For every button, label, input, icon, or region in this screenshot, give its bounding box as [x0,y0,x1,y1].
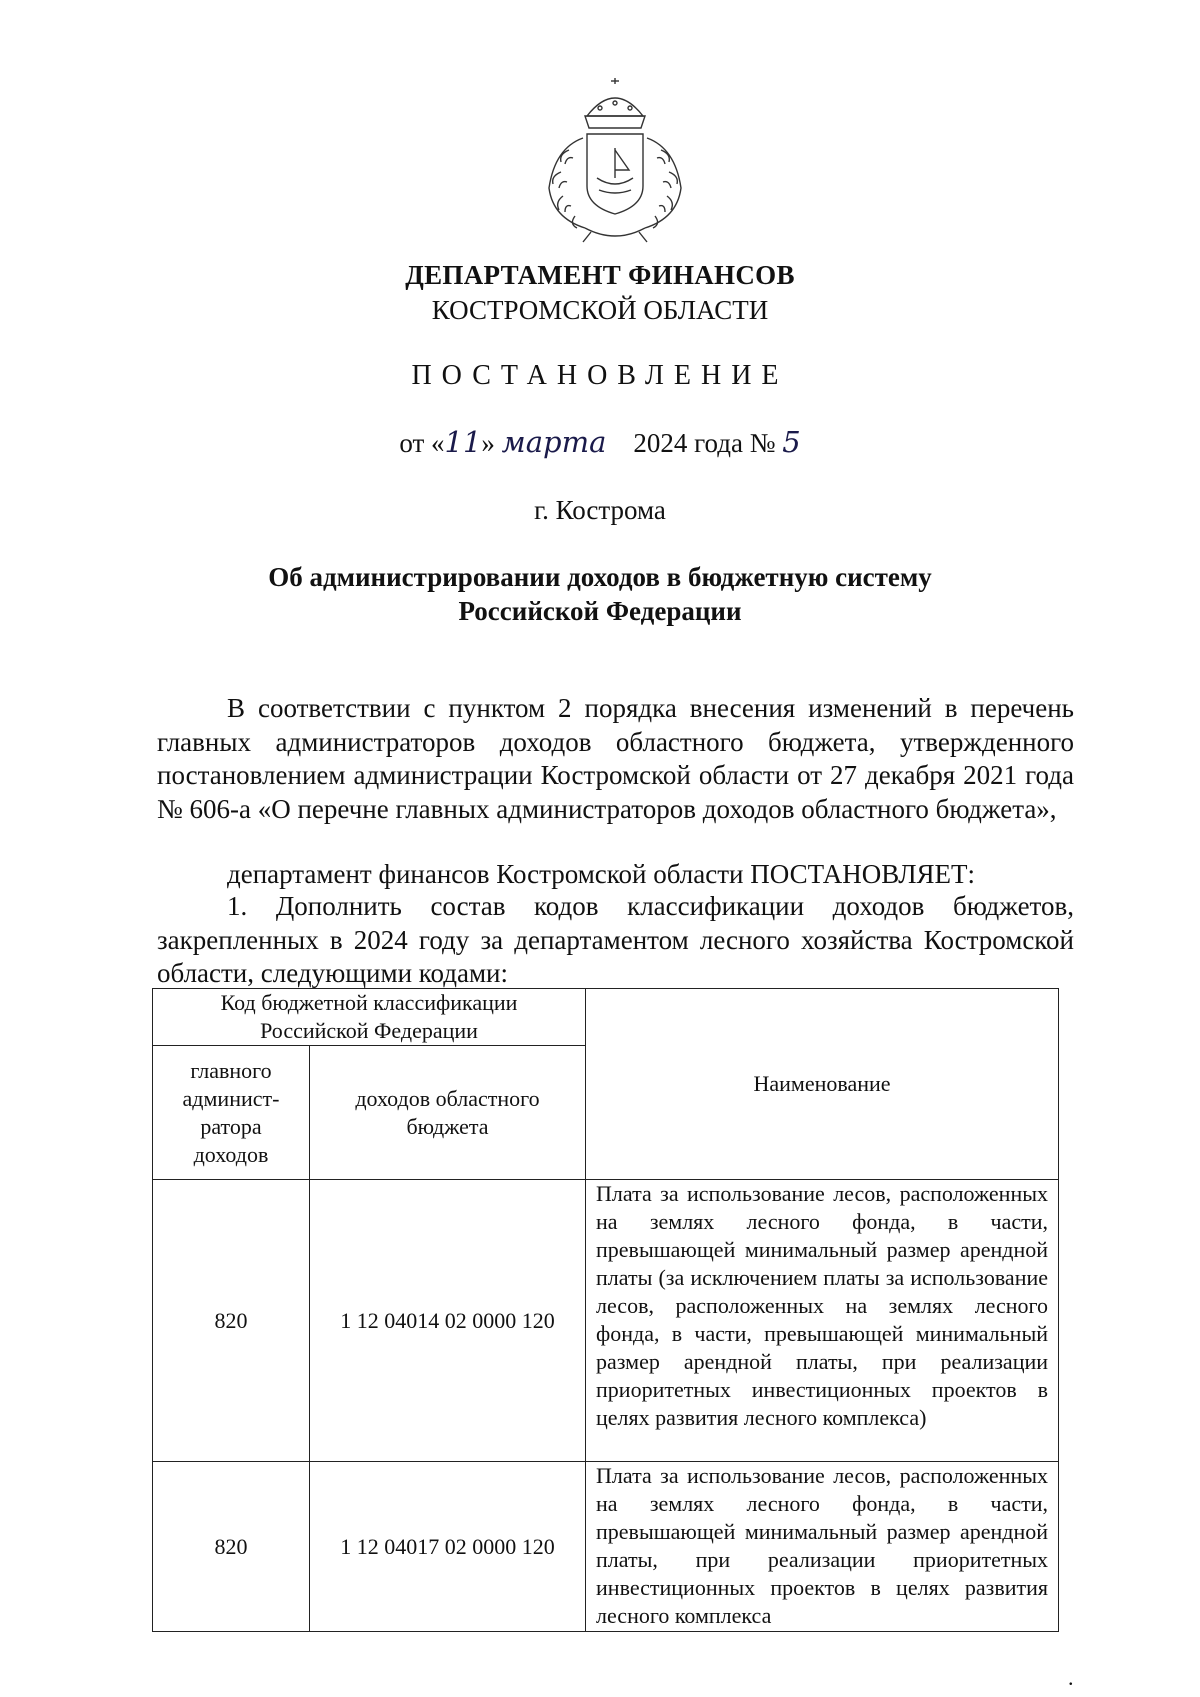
header-budget-classification: Код бюджетной классификации Российской Федерации [153,989,586,1046]
budget-code-cell: 1 12 04017 02 0000 120 [310,1462,586,1632]
coat-of-arms-icon [525,78,705,248]
name-cell: Плата за использование лесов, расположенных на землях лесного фонда, в части, превышающей минимальный размер арендной платы (за исключением платы за использование лесов, расположенных на землях лесного фонда, в части, превышающей минимальный размер арендной платы, при реализации приоритетных инвестиционных проектов в целях развития лесного комплекса) [586,1180,1059,1462]
item-1-text: 1. Дополнить состав кодов классификации доходов бюджетов, закрепленных в 2024 году за департаментом лесного хозяйства Костромской области, следующими кодами: [157,891,1074,988]
department-name: ДЕПАРТАМЕНТ ФИНАНСОВ [405,260,795,290]
table-header-row [153,989,1059,1046]
document-title-line2: Российской Федерации [458,596,742,626]
admin-code-cell: 820 [153,1180,310,1462]
resolution-text: департамент финансов Костромской области ПОСТАНОВЛЯЕТ: [227,859,976,889]
document-number-handwritten: 5 [782,425,801,459]
classification-codes-table [152,988,1059,1632]
document-date-line [0,425,1200,459]
preamble-paragraph [157,692,1074,826]
admin-code-cell: 820 [153,1462,310,1632]
table-trailing-mark: . [1068,1665,1074,1690]
header-main-administrator: главного админист-ратора доходов [153,1046,310,1180]
date-prefix: от « [399,428,445,458]
table-row [153,1462,1059,1632]
document-type: ПОСТАНОВЛЕНИЕ [411,360,789,391]
date-month-handwritten: марта [501,425,607,459]
item-1-paragraph [157,890,1074,991]
resolution-paragraph [157,858,1074,892]
header-regional-budget-income: доходов областного бюджета [310,1046,586,1180]
table-row [153,1180,1059,1462]
place-of-issue: г. Кострома [534,495,666,525]
preamble-text: В соответствии с пунктом 2 порядка внесения изменений в перечень главных администраторов доходов областного бюджета, утвержденного постановлением администрации Костромской области от 27 декабря 2021 года № 606-а «О перечне главных администраторов доходов областного бюджета», [157,693,1074,824]
document-title-line1: Об администрировании доходов в бюджетную систему [268,562,932,592]
date-mid: » [481,428,495,458]
budget-code-cell: 1 12 04014 02 0000 120 [310,1180,586,1462]
date-year: 2024 года № [633,428,776,458]
date-day-handwritten: 11 [444,425,482,459]
name-cell: Плата за использование лесов, расположенных на землях лесного фонда, в части, превышающей минимальный размер арендной платы, при реализации приоритетных инвестиционных проектов в целях развития лесного комплекса [586,1462,1059,1632]
department-region: КОСТРОМСКОЙ ОБЛАСТИ [431,295,769,325]
header-name: Наименование [586,989,1059,1180]
